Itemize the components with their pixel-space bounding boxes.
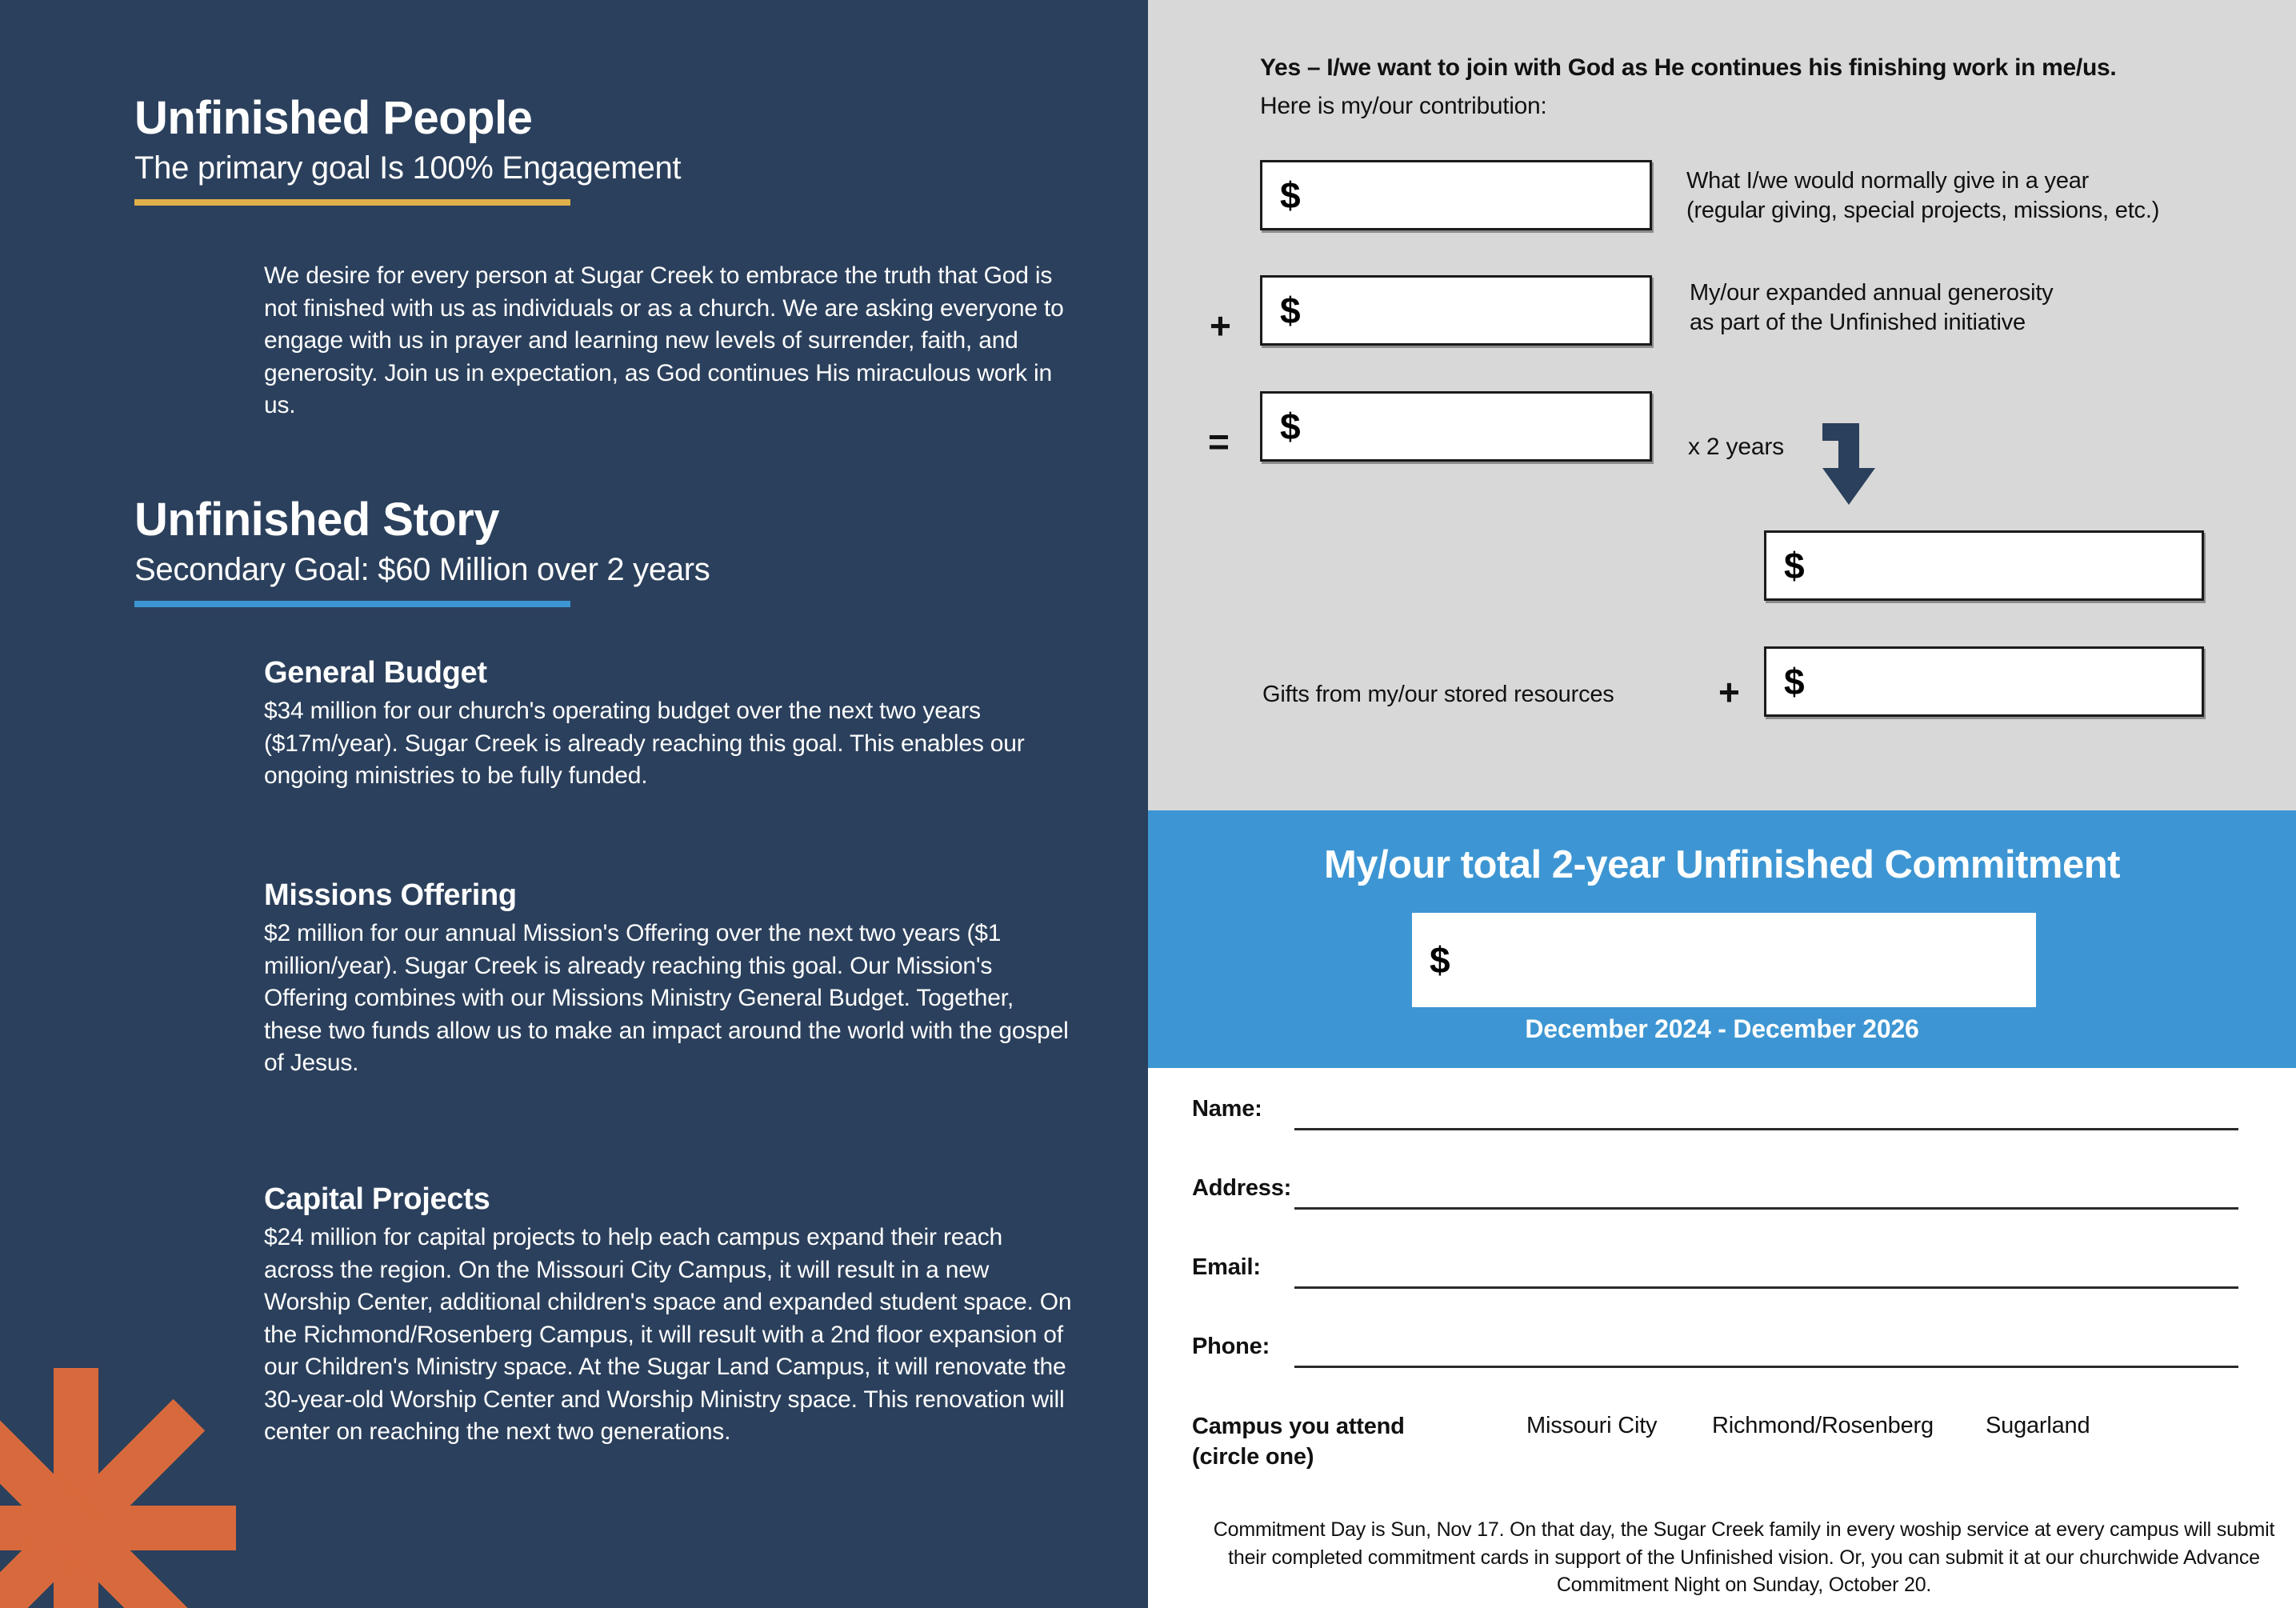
item-general-budget [264, 656, 1072, 793]
item-body: $24 million for capital projects to help each campus expand their reach across the region. On the Missouri City Campus, it will result in a new Worship Center, additional children's space and expanded student space. On the Richmond/Rosenberg Campus, it will result with a 2nd floor expansion of our Children's Ministry space. At the Sugar Land Campus, it will renovate the 30-year-old Worship Center and Worship Ministry space. This renovation will center on reaching the next two generations. [264, 1224, 1072, 1445]
label-line-1: What I/we would normally give in a year [1686, 168, 2090, 194]
campus-label-line-2: (circle one) [1192, 1443, 1314, 1470]
label-line-2: as part of the Unfinished initiative [1690, 310, 2026, 336]
item-heading: General Budget [264, 656, 487, 690]
campus-option-richmond-rosenberg[interactable]: Richmond/Rosenberg [1712, 1413, 1934, 1438]
multiplier-label: x 2 years [1688, 434, 1784, 460]
total-commitment-title: My/our total 2-year Unfinished Commitment [1323, 843, 2120, 886]
write-line[interactable] [1294, 1207, 2238, 1210]
dollar-sign-icon: $ [1784, 661, 1805, 702]
label-line-2: (regular giving, special projects, missions, etc.) [1686, 198, 2160, 224]
plus-operator-1: + [1210, 305, 1231, 346]
field-label: Address: [1192, 1175, 1292, 1201]
expanded-generosity-input[interactable] [1260, 275, 1652, 346]
label-line-1: My/our expanded annual generosity [1690, 280, 2054, 306]
section-title-unfinished-story: Unfinished Story [134, 494, 500, 546]
item-body: $34 million for our church's operating budget over the next two years ($17m/year). Sugar Creek is already reaching this goal. This enables our ongoing ministries to be fully funded. [264, 698, 1025, 789]
field-label: Name: [1192, 1096, 1262, 1122]
dollar-sign-icon: $ [1784, 545, 1805, 586]
elbow-down-arrow-icon [1822, 418, 1918, 514]
dollar-sign-icon: $ [1430, 939, 1450, 981]
contribution-subline: Here is my/our contribution: [1260, 93, 1547, 119]
section-subtitle-secondary-goal: Secondary Goal: $60 Million over 2 years [134, 552, 710, 588]
blue-divider [134, 601, 570, 607]
plus-operator-2: + [1718, 671, 1740, 713]
two-year-subtotal-input[interactable] [1764, 530, 2204, 601]
write-line[interactable] [1294, 1128, 2238, 1130]
dollar-sign-icon: $ [1280, 290, 1301, 331]
commitment-day-note: Commitment Day is Sun, Nov 17. On that day, the Sugar Creek family in every woship service at every campus will submit their completed commitment cards in support of the Unfinished vision. Or, you can submit it at our churchwide Advance Commitment Night on Sunday, October 20. [1213, 1518, 2275, 1596]
campus-label-line-1: Campus you attend [1192, 1414, 1405, 1439]
unfinished-people-body: We desire for every person at Sugar Creek to embrace the truth that God is not finished with us as individuals or as a church. We are asking everyone to engage with us in prayer and learning new levels of surrender, faith, and generosity. Join us in expectation, as God continues His miraculous work in us. [264, 262, 1064, 418]
total-commitment-input[interactable] [1412, 913, 2036, 1007]
write-line[interactable] [1294, 1286, 2238, 1289]
campus-option-sugarland[interactable]: Sugarland [1986, 1413, 2090, 1438]
item-capital-projects [264, 1182, 1072, 1449]
field-label: Email: [1192, 1254, 1261, 1280]
normal-giving-label [1686, 166, 2246, 226]
section-title-unfinished-people: Unfinished People [134, 92, 533, 144]
dollar-sign-icon: $ [1280, 406, 1301, 447]
write-line[interactable] [1294, 1366, 2238, 1368]
orange-asterisk-icon [0, 1368, 236, 1608]
stored-resources-label: Gifts from my/our stored resources [1262, 682, 1614, 707]
item-heading: Capital Projects [264, 1182, 490, 1216]
campus-option-missouri-city[interactable]: Missouri City [1526, 1413, 1658, 1438]
yes-headline: Yes – I/we want to join with God as He continues his finishing work in me/us. [1260, 54, 2117, 81]
stored-resources-input[interactable] [1764, 646, 2204, 717]
gold-divider [134, 199, 570, 206]
normal-annual-giving-input[interactable] [1260, 160, 1652, 230]
field-label: Phone: [1192, 1334, 1270, 1359]
item-heading: Missions Offering [264, 878, 517, 912]
section-subtitle-engagement: The primary goal Is 100% Engagement [134, 150, 682, 186]
expanded-generosity-label [1690, 278, 2250, 338]
annual-total-input[interactable] [1260, 391, 1652, 462]
dollar-sign-icon: $ [1280, 174, 1301, 216]
item-missions-offering [264, 878, 1072, 1080]
equals-operator: = [1208, 421, 1230, 462]
campus-question-label [1192, 1412, 1405, 1472]
item-body: $2 million for our annual Mission's Offering over the next two years ($1 million/year). Sugar Creek is already reaching this goal. Our Mission's Offering combines with our Missions Ministry General Budget. Together, these two funds allow us to make an impact around the world with the gospel of Jesus. [264, 920, 1069, 1076]
commitment-date-range: December 2024 - December 2026 [1525, 1014, 1919, 1043]
